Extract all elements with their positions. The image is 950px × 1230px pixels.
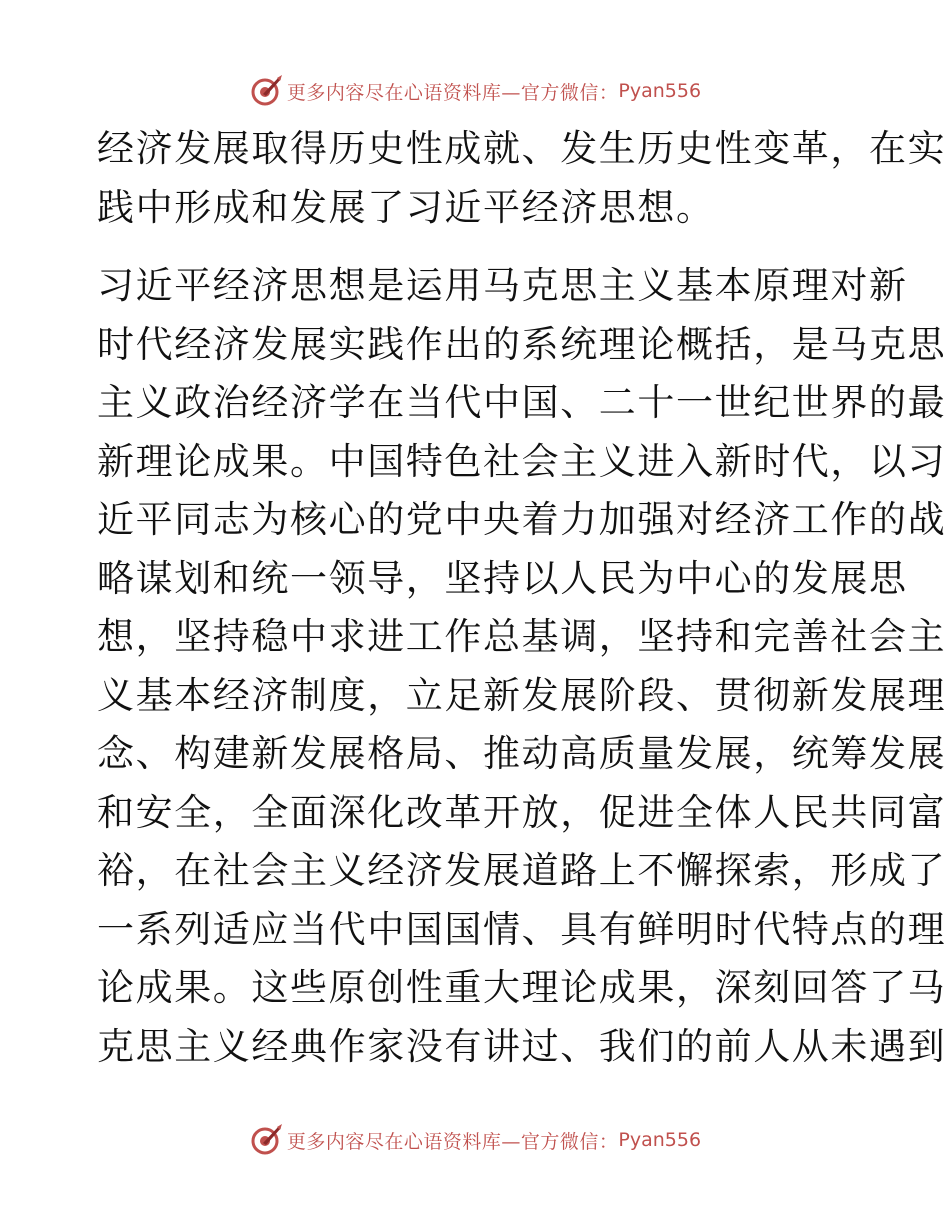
text-line: 义基本经济制度，立足新发展阶段、贯彻新发展理 — [97, 673, 947, 717]
footer-banner — [0, 1120, 950, 1160]
text-line: 近平同志为核心的党中央着力加强对经济工作的战 — [97, 498, 947, 541]
text-line: 克思主义经典作家没有讲过、我们的前人从未遇到 — [97, 1024, 947, 1068]
text-line: 时代经济发展实践作出的系统理论概括，是马克思 — [97, 322, 947, 366]
text-line: 略谋划和统一领导，坚持以人民为中心的发展思 — [97, 556, 908, 600]
header-banner-text: 更多内容尽在心语资料库—官方微信： — [286, 81, 619, 104]
document-body — [97, 120, 947, 1076]
quill-pen-circle-icon — [249, 74, 283, 108]
header-banner — [0, 71, 950, 111]
text-line: 新理论成果。中国特色社会主义进入新时代，以习 — [97, 439, 947, 483]
text-line: 践中形成和发展了习近平经济思想。 — [97, 185, 715, 229]
quill-pen-circle-icon — [249, 1123, 283, 1157]
text-line: 经济发展取得历史性成就、发生历史性变革，在实 — [97, 127, 947, 170]
text-line: 念、构建新发展格局、推动高质量发展，统筹发展 — [97, 732, 947, 775]
text-line: 一系列适应当代中国国情、具有鲜明时代特点的理 — [97, 907, 947, 951]
text-line: 裕，在社会主义经济发展道路上不懈探索，形成了 — [97, 849, 947, 892]
text-line: 习近平经济思想是运用马克思主义基本原理对新 — [97, 264, 908, 307]
text-line: 和安全，全面深化改革开放，促进全体人民共同富 — [97, 790, 947, 834]
header-wechat-id: Pyan556 — [618, 80, 702, 102]
paragraph — [97, 257, 947, 1076]
paragraph — [97, 120, 947, 237]
footer-banner-text: 更多内容尽在心语资料库—官方微信： — [286, 1130, 619, 1153]
text-line: 主义政治经济学在当代中国、二十一世纪世界的最 — [97, 381, 947, 424]
text-line: 想，坚持稳中求进工作总基调，坚持和完善社会主 — [97, 615, 947, 658]
footer-wechat-id: Pyan556 — [618, 1129, 702, 1151]
text-line: 论成果。这些原创性重大理论成果，深刻回答了马 — [97, 966, 947, 1009]
